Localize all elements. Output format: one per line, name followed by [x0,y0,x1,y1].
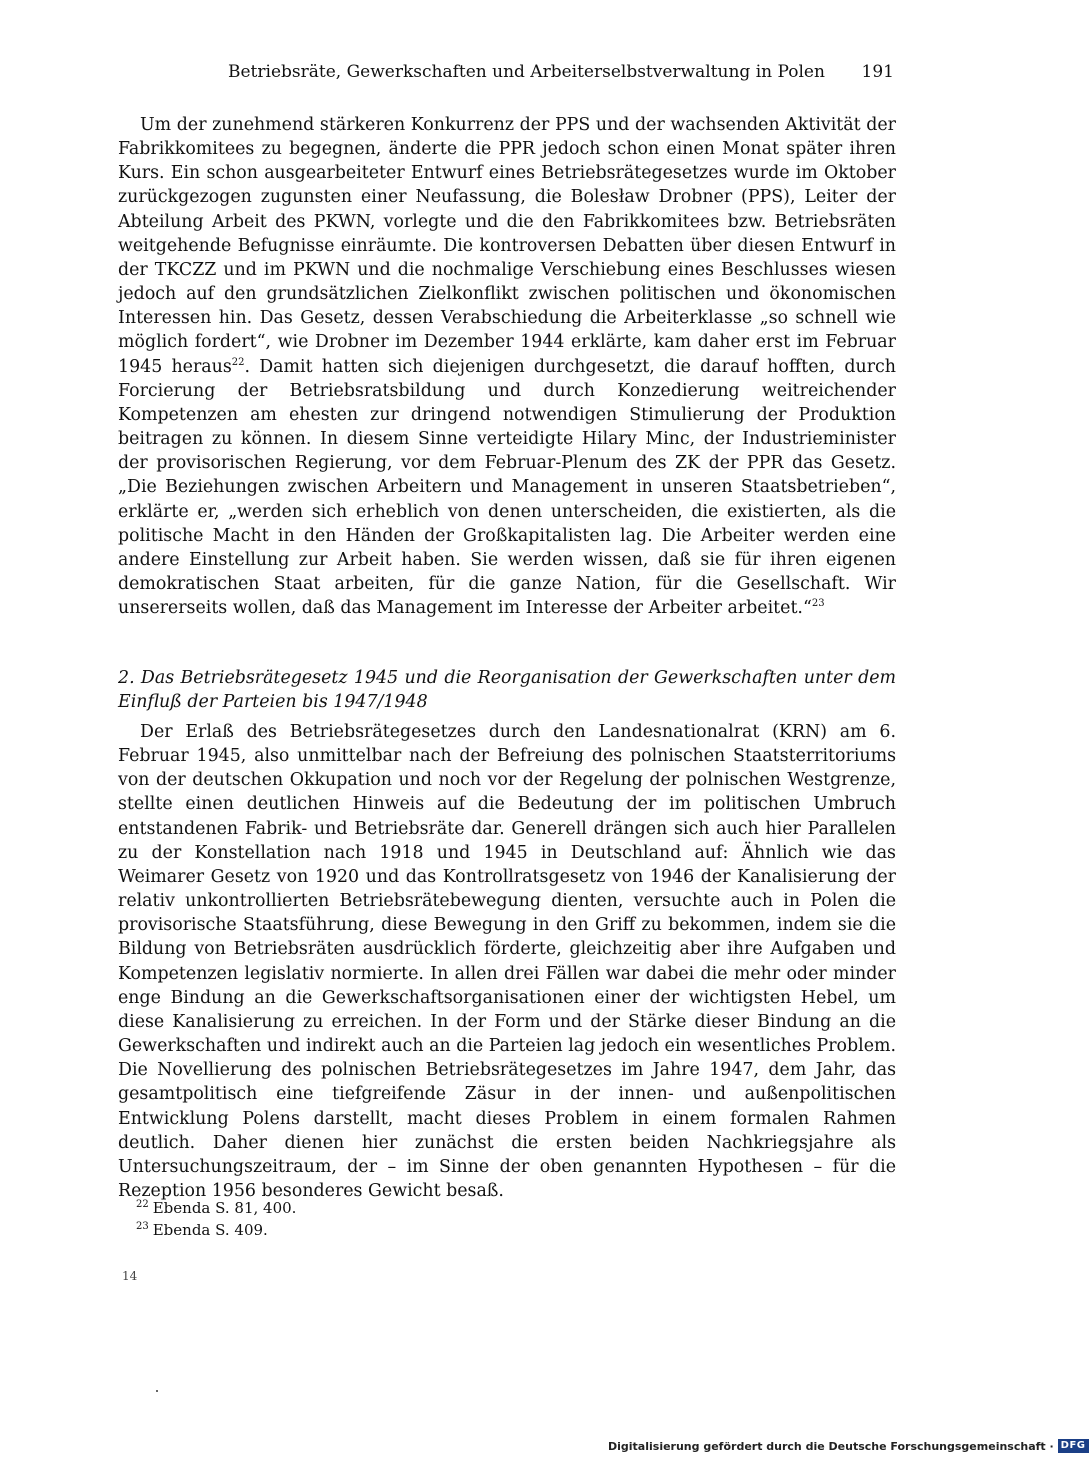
footnote-22 [118,1197,896,1219]
footnote-text: Ebenda S. 409. [152,1221,268,1239]
footnote-ref-22: 22 [231,356,245,368]
footnote-text: Ebenda S. 81, 400. [152,1199,297,1217]
running-title: Betriebsräte, Gewerkschaften und Arbeiterselbstverwaltung in Polen [228,62,825,82]
body-paragraph-1 [118,113,896,620]
footnotes [118,1197,896,1241]
footnote-number: 23 [136,1221,149,1232]
footnote-23 [118,1219,896,1241]
footnote-number: 22 [136,1199,149,1210]
footnote-ref-23: 23 [811,598,825,610]
digitization-notice-text: Digitalisierung gefördert durch die Deutsche Forschungsgemeinschaft · [608,1439,1054,1453]
section-heading: 2. Das Betriebsrätegesetz 1945 und die Reorganisation der Gewerkschaften unter dem Einfluß der Parteien bis 1947/1948 [118,668,896,712]
dfg-logo: DFG [1058,1439,1089,1453]
paragraph-1-text-b: . Damit hatten sich diejenigen durchgesetzt, die darauf hofften, durch Forcierung der Betriebsratsbildung und durch Konzedierung weitreichender Kompetenzen am ehesten zur dringend notwendigen Stimulierung der Produktion beitragen zu können. In diesem Sinne verteidigte Hilary Minc, der Industrieminister der provisorischen Regierung, vor dem Februar-Plenum des ZK der PPR das Gesetz. „Die Beziehungen zwischen Arbeitern und Management in unseren Staatsbetrieben“, erklärte er, „werden sich erheblich von denen unterscheiden, die existierten, als die politische Macht in den Händen der Großkapitalisten lag. Die Arbeiter werden eine andere Einstellung zur Arbeit haben. Sie werden wissen, daß sie für ihren eigenen demokratischen Staat arbeiten, für die ganze Nation, für die Gesellschaft. Wir unsererseits wollen, daß das Management im Interesse der Arbeiter arbeitet.“ [118,356,896,619]
digitization-notice [608,1438,1089,1454]
body-paragraph-2: Der Erlaß des Betriebsrätegesetzes durch den Landesnationalrat (KRN) am 6. Februar 1945, also unmittelbar nach der Befreiung des polnischen Staatsterritoriums von der deutschen Okkupation und noch vor der Regelung der polnischen Westgrenze, stellte einen deutlichen Hinweis auf die Bedeutung der im politischen Umbruch entstandenen Fabrik- und Betriebsräte dar. Generell drängen sich auch hier Parallelen zu der Konstellation nach 1918 und 1945 in Deutschland auf: Ähnlich wie das Weimarer Gesetz von 1920 und das Kontrollratsgesetz von 1946 der Kanalisierung der relativ unkontrollierten Betriebsrätebewegung dienten, versuchte auch in Polen die provisorische Staatsführung, diese Bewegung in den Griff zu bekommen, indem sie die Bildung von Betriebsräten ausdrücklich förderte, gleichzeitig aber ihre Aufgaben und Kompetenzen legislativ normierte. In allen drei Fällen war dabei die mehr oder minder enge Bindung an die Gewerkschaftsorganisationen einer der wichtigsten Hebel, um diese Kanalisierung zu erreichen. In der Form und der Stärke dieser Bindung an die Gewerkschaften und indirekt auch an die Parteien lag jedoch ein wesentliches Problem. Die Novellierung des polnischen Betriebsrätegesetzes im Jahre 1947, dem Jahr, das gesamtpolitisch eine tiefgreifende Zäsur in der innen- und außenpolitischen Entwicklung Polens darstellt, macht dieses Problem in einem formalen Rahmen deutlich. Daher dienen hier zunächst die ersten beiden Nachkriegsjahre als Untersuchungszeitraum, der – im Sinne der oben genannten Hypothesen – für die Rezeption 1956 besonderes Gewicht besaß. [118,722,896,1201]
scan-speck [156,1390,158,1392]
signature-mark: 14 [122,1269,138,1283]
page-number: 191 [861,62,894,82]
paragraph-1-text-a: Um der zunehmend stärkeren Konkurrenz der PPS und der wachsenden Aktivität der Fabrikkomitees zu begegnen, änderte die PPR jedoch schon einen Monat später ihren Kurs. Ein schon ausgearbeiteter Entwurf eines Betriebsrätegesetzes wurde im Oktober zurückgezogen zugunsten einer Neufassung, die Bolesław Drobner (PPS), Leiter der Abteilung Arbeit des PKWN, vorlegte und die den Fabrikkomitees bzw. Betriebsräten weitgehende Befugnisse einräumte. Die kontroversen Debatten über diesen Entwurf in der TKCZZ und im PKWN und die nochmalige Verschiebung eines Beschlusses wiesen jedoch auf den grundsätzlichen Zielkonflikt zwischen politischen und ökonomischen Interessen hin. Das Gesetz, dessen Verabschiedung die Arbeiterklasse „so schnell wie möglich fordert“, wie Drobner im Dezember 1944 erklärte, kam daher erst im Februar 1945 heraus [118,115,896,377]
